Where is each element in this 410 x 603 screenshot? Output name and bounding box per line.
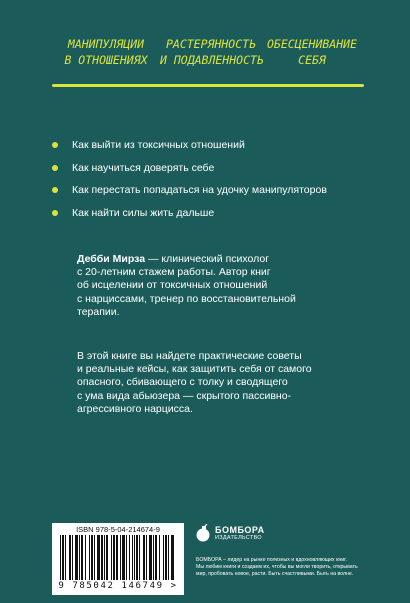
bomb-icon bbox=[196, 524, 210, 542]
tags-underline bbox=[52, 84, 364, 87]
topic-tag bbox=[54, 36, 158, 68]
topic-tag-line: РАСТЕРЯННОСТЬ bbox=[165, 37, 256, 51]
description-line: опасного, сбивающего с толку и сводящего bbox=[77, 376, 288, 389]
bullet-dot-icon bbox=[52, 165, 58, 171]
topic-tag-line: СЕБЯ bbox=[298, 53, 326, 67]
barcode-bars-icon bbox=[60, 535, 176, 580]
author-bio-line: с 20-летним стажем работы. Автор книг bbox=[77, 266, 271, 279]
author-bio-line: об исцелении от токсичных отношений bbox=[77, 279, 268, 292]
list-item-text: Как найти силы жить дальше bbox=[72, 206, 215, 219]
publisher-about-line: мир, пробовать новое, расти. Быть счастливыми. Быть на волне. bbox=[196, 571, 354, 578]
description-line: агрессивного нарцисса. bbox=[77, 402, 193, 415]
publisher-about-line: БОМБОРА – лидер на рынке полезных и вдохновляющих книг. bbox=[196, 557, 347, 563]
isbn-text: ISBN 978-5-04-214674-9 bbox=[76, 525, 160, 534]
list-item bbox=[52, 134, 392, 156]
barcode-digits: 9 785042 146749 > bbox=[58, 581, 178, 591]
publisher-about bbox=[196, 557, 396, 579]
publisher-subtitle: ИЗДАТЕЛЬСТВО bbox=[215, 534, 262, 541]
list-item bbox=[52, 157, 392, 179]
author-name: Дебби Мирза bbox=[77, 253, 146, 265]
author-bio-line bbox=[77, 253, 347, 266]
publisher-name: БОМБОРА bbox=[215, 524, 265, 535]
bullet-dot-icon bbox=[52, 142, 58, 148]
bullet-dot-icon bbox=[52, 187, 58, 193]
publisher-about-line: Мы любим книги и создаем их, чтобы вы могли творить, открывать bbox=[196, 564, 358, 571]
author-bio-line: с нарциссами, тренер по восстановительной bbox=[77, 292, 296, 305]
topic-tag bbox=[160, 36, 262, 68]
bullet-dot-icon bbox=[52, 210, 58, 216]
publisher-logo bbox=[196, 524, 265, 542]
topic-tags bbox=[54, 36, 362, 68]
author-bio bbox=[77, 253, 347, 319]
list-item-text: Как перестать попадаться на удочку манипуляторов bbox=[72, 184, 327, 196]
barcode bbox=[52, 523, 184, 595]
description-line: и реальные кейсы, как защитить себя от самого bbox=[77, 363, 312, 376]
list-item bbox=[52, 202, 392, 224]
topic-tag-line: В ОТНОШЕНИЯХ bbox=[64, 53, 148, 67]
book-description bbox=[77, 350, 352, 416]
list-item-text: Как выйти из токсичных отношений bbox=[72, 139, 245, 151]
list-item bbox=[52, 179, 392, 201]
topic-tag-line: МАНИПУЛЯЦИИ bbox=[67, 37, 145, 51]
author-bio-line: терапии. bbox=[77, 305, 120, 318]
topic-tag bbox=[262, 36, 362, 68]
description-line: с ума вида абьюзера — скрытого пассивно- bbox=[77, 389, 292, 402]
author-bio-text: — клинический психолог bbox=[145, 253, 270, 265]
benefit-list bbox=[52, 134, 392, 224]
topic-tag-line: И ПОДАВЛЕННОСТЬ bbox=[160, 53, 264, 67]
topic-tag-line: ОБЕСЦЕНИВАНИЕ bbox=[266, 37, 357, 51]
description-line: В этой книге вы найдете практические советы bbox=[77, 350, 302, 362]
list-item-text: Как научиться доверять себе bbox=[72, 161, 215, 174]
